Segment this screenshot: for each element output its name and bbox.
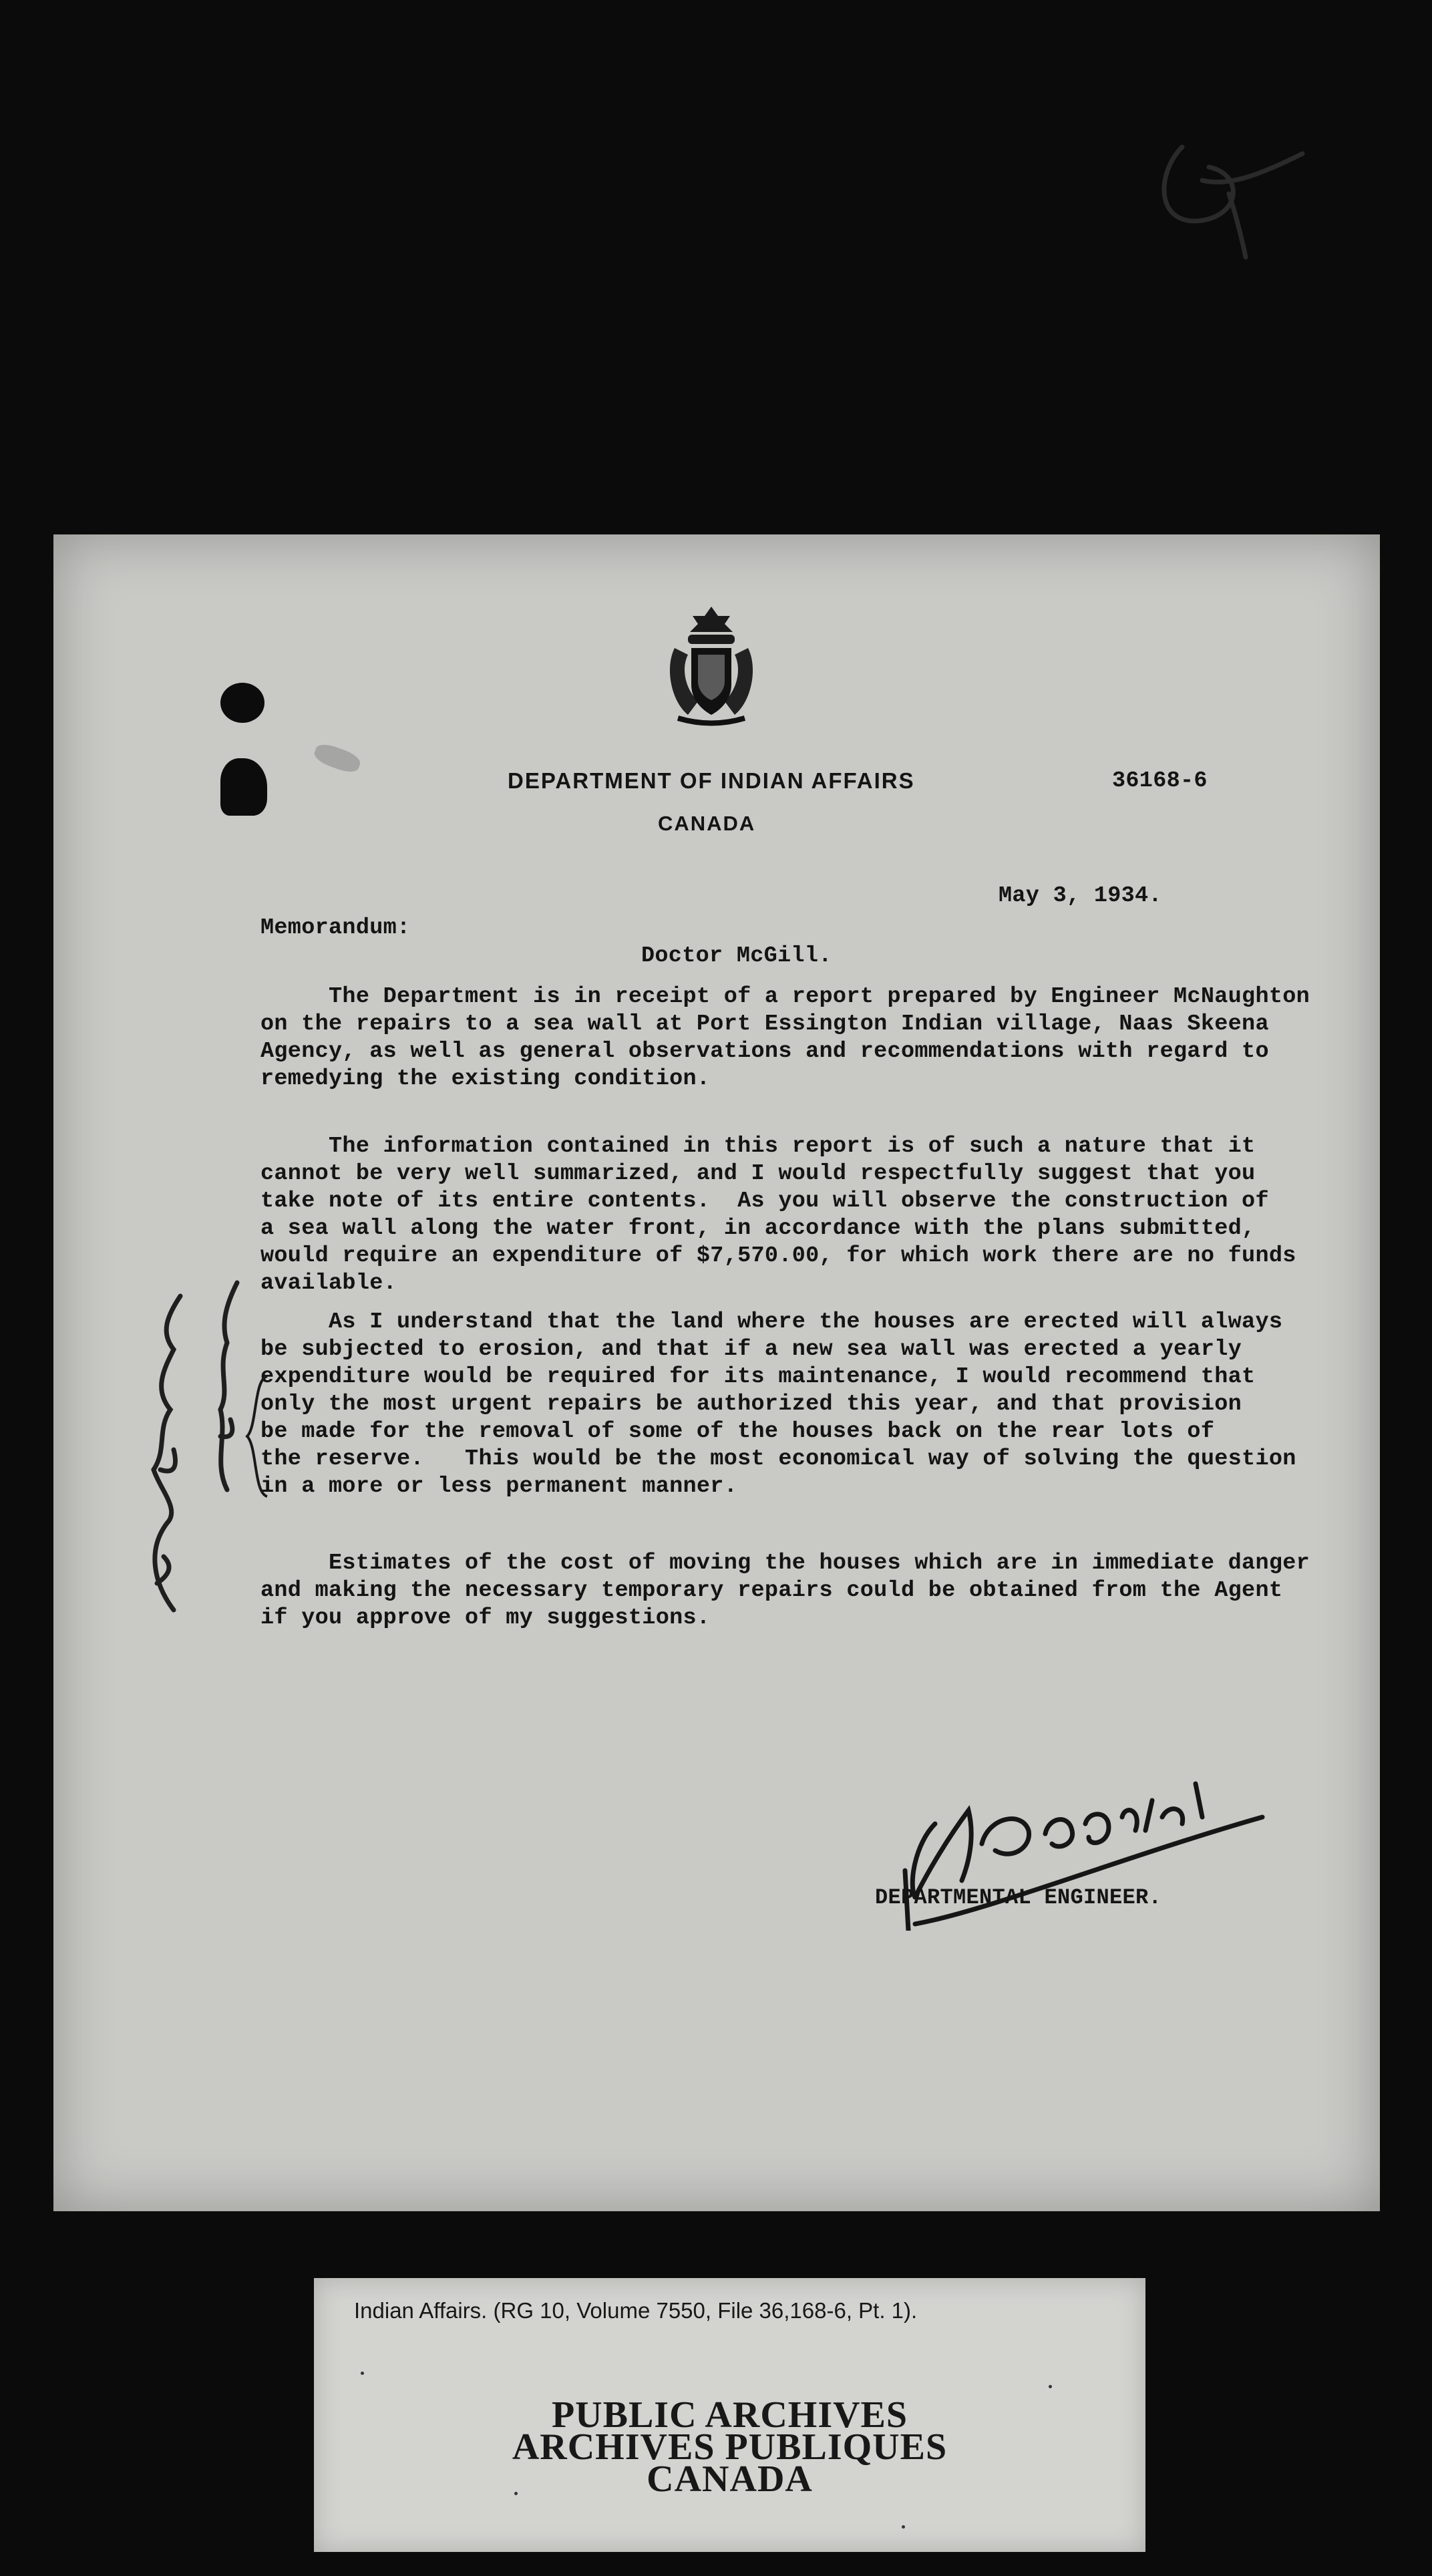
file-number: 36168-6	[1112, 768, 1208, 794]
punch-hole	[220, 758, 267, 816]
coat-of-arms-icon	[661, 601, 761, 728]
text-line: be subjected to erosion, and that if a new sea wall was erected a yearly	[260, 1337, 1242, 1362]
handwritten-approval-annotation	[94, 1269, 287, 1617]
paragraph-2	[260, 1133, 1396, 1297]
department-heading: DEPARTMENT OF INDIAN AFFAIRS	[508, 768, 915, 793]
text-line: As I understand that the land where the houses are erected will always	[260, 1309, 1283, 1335]
archive-stamp-line: CANADA	[647, 2458, 813, 2500]
paragraph-1	[260, 983, 1396, 1093]
memo-heading: Memorandum:	[260, 915, 411, 941]
archive-stamp-line: ARCHIVES PUBLIQUES	[512, 2426, 948, 2468]
paper-stain	[312, 741, 363, 776]
text-line: The information contained in this report is of such a nature that it	[260, 1134, 1256, 1159]
film-speck	[361, 2372, 364, 2375]
film-speck	[1049, 2385, 1052, 2388]
text-line: The Department is in receipt of a report prepared by Engineer McNaughton	[260, 984, 1310, 1009]
text-line: the reserve. This would be the most economical way of solving the question	[260, 1446, 1296, 1472]
archive-reference-text: Indian Affairs. (RG 10, Volume 7550, File 36,168-6, Pt. 1).	[354, 2298, 918, 2323]
text-line: only the most urgent repairs be authorized this year, and that provision	[260, 1392, 1242, 1417]
text-line: remedying the existing condition.	[260, 1066, 711, 1092]
text-line: on the repairs to a sea wall at Port Essington Indian village, Naas Skeena	[260, 1011, 1269, 1037]
text-line: available.	[260, 1271, 397, 1296]
text-line: a sea wall along the water front, in accordance with the plans submitted,	[260, 1216, 1256, 1241]
text-line: be made for the removal of some of the houses back on the rear lots of	[260, 1419, 1215, 1444]
text-line: and making the necessary temporary repairs could be obtained from the Agent	[260, 1578, 1283, 1603]
text-line: would require an expenditure of $7,570.00, for which work there are no funds	[260, 1243, 1296, 1269]
text-line: cannot be very well summarized, and I would respectfully suggest that you	[260, 1161, 1256, 1186]
memo-recipient: Doctor McGill.	[641, 943, 832, 969]
film-speck	[514, 2492, 518, 2495]
memo-page	[53, 534, 1380, 2211]
archive-stamp-line: PUBLIC ARCHIVES	[551, 2394, 908, 2436]
text-line: take note of its entire contents. As you will observe the construction of	[260, 1188, 1269, 1214]
text-line: expenditure would be required for its maintenance, I would recommend that	[260, 1364, 1256, 1390]
signature-title: DEPARTMENTAL ENGINEER.	[875, 1885, 1162, 1910]
text-line: Estimates of the cost of moving the houses which are in immediate danger	[260, 1551, 1310, 1576]
film-speck	[902, 2525, 905, 2529]
paragraph-3	[260, 1309, 1396, 1500]
country-heading: CANADA	[658, 812, 756, 835]
text-line: in a more or less permanent manner.	[260, 1474, 738, 1499]
punch-hole	[220, 683, 264, 723]
archive-reference-label	[314, 2278, 1145, 2552]
memo-date: May 3, 1934.	[999, 883, 1162, 909]
text-line: Agency, as well as general observations and recommendations with regard to	[260, 1039, 1269, 1064]
paragraph-4	[260, 1550, 1396, 1632]
handwritten-corner-mark	[1129, 134, 1316, 261]
text-line: if you approve of my suggestions.	[260, 1605, 711, 1631]
